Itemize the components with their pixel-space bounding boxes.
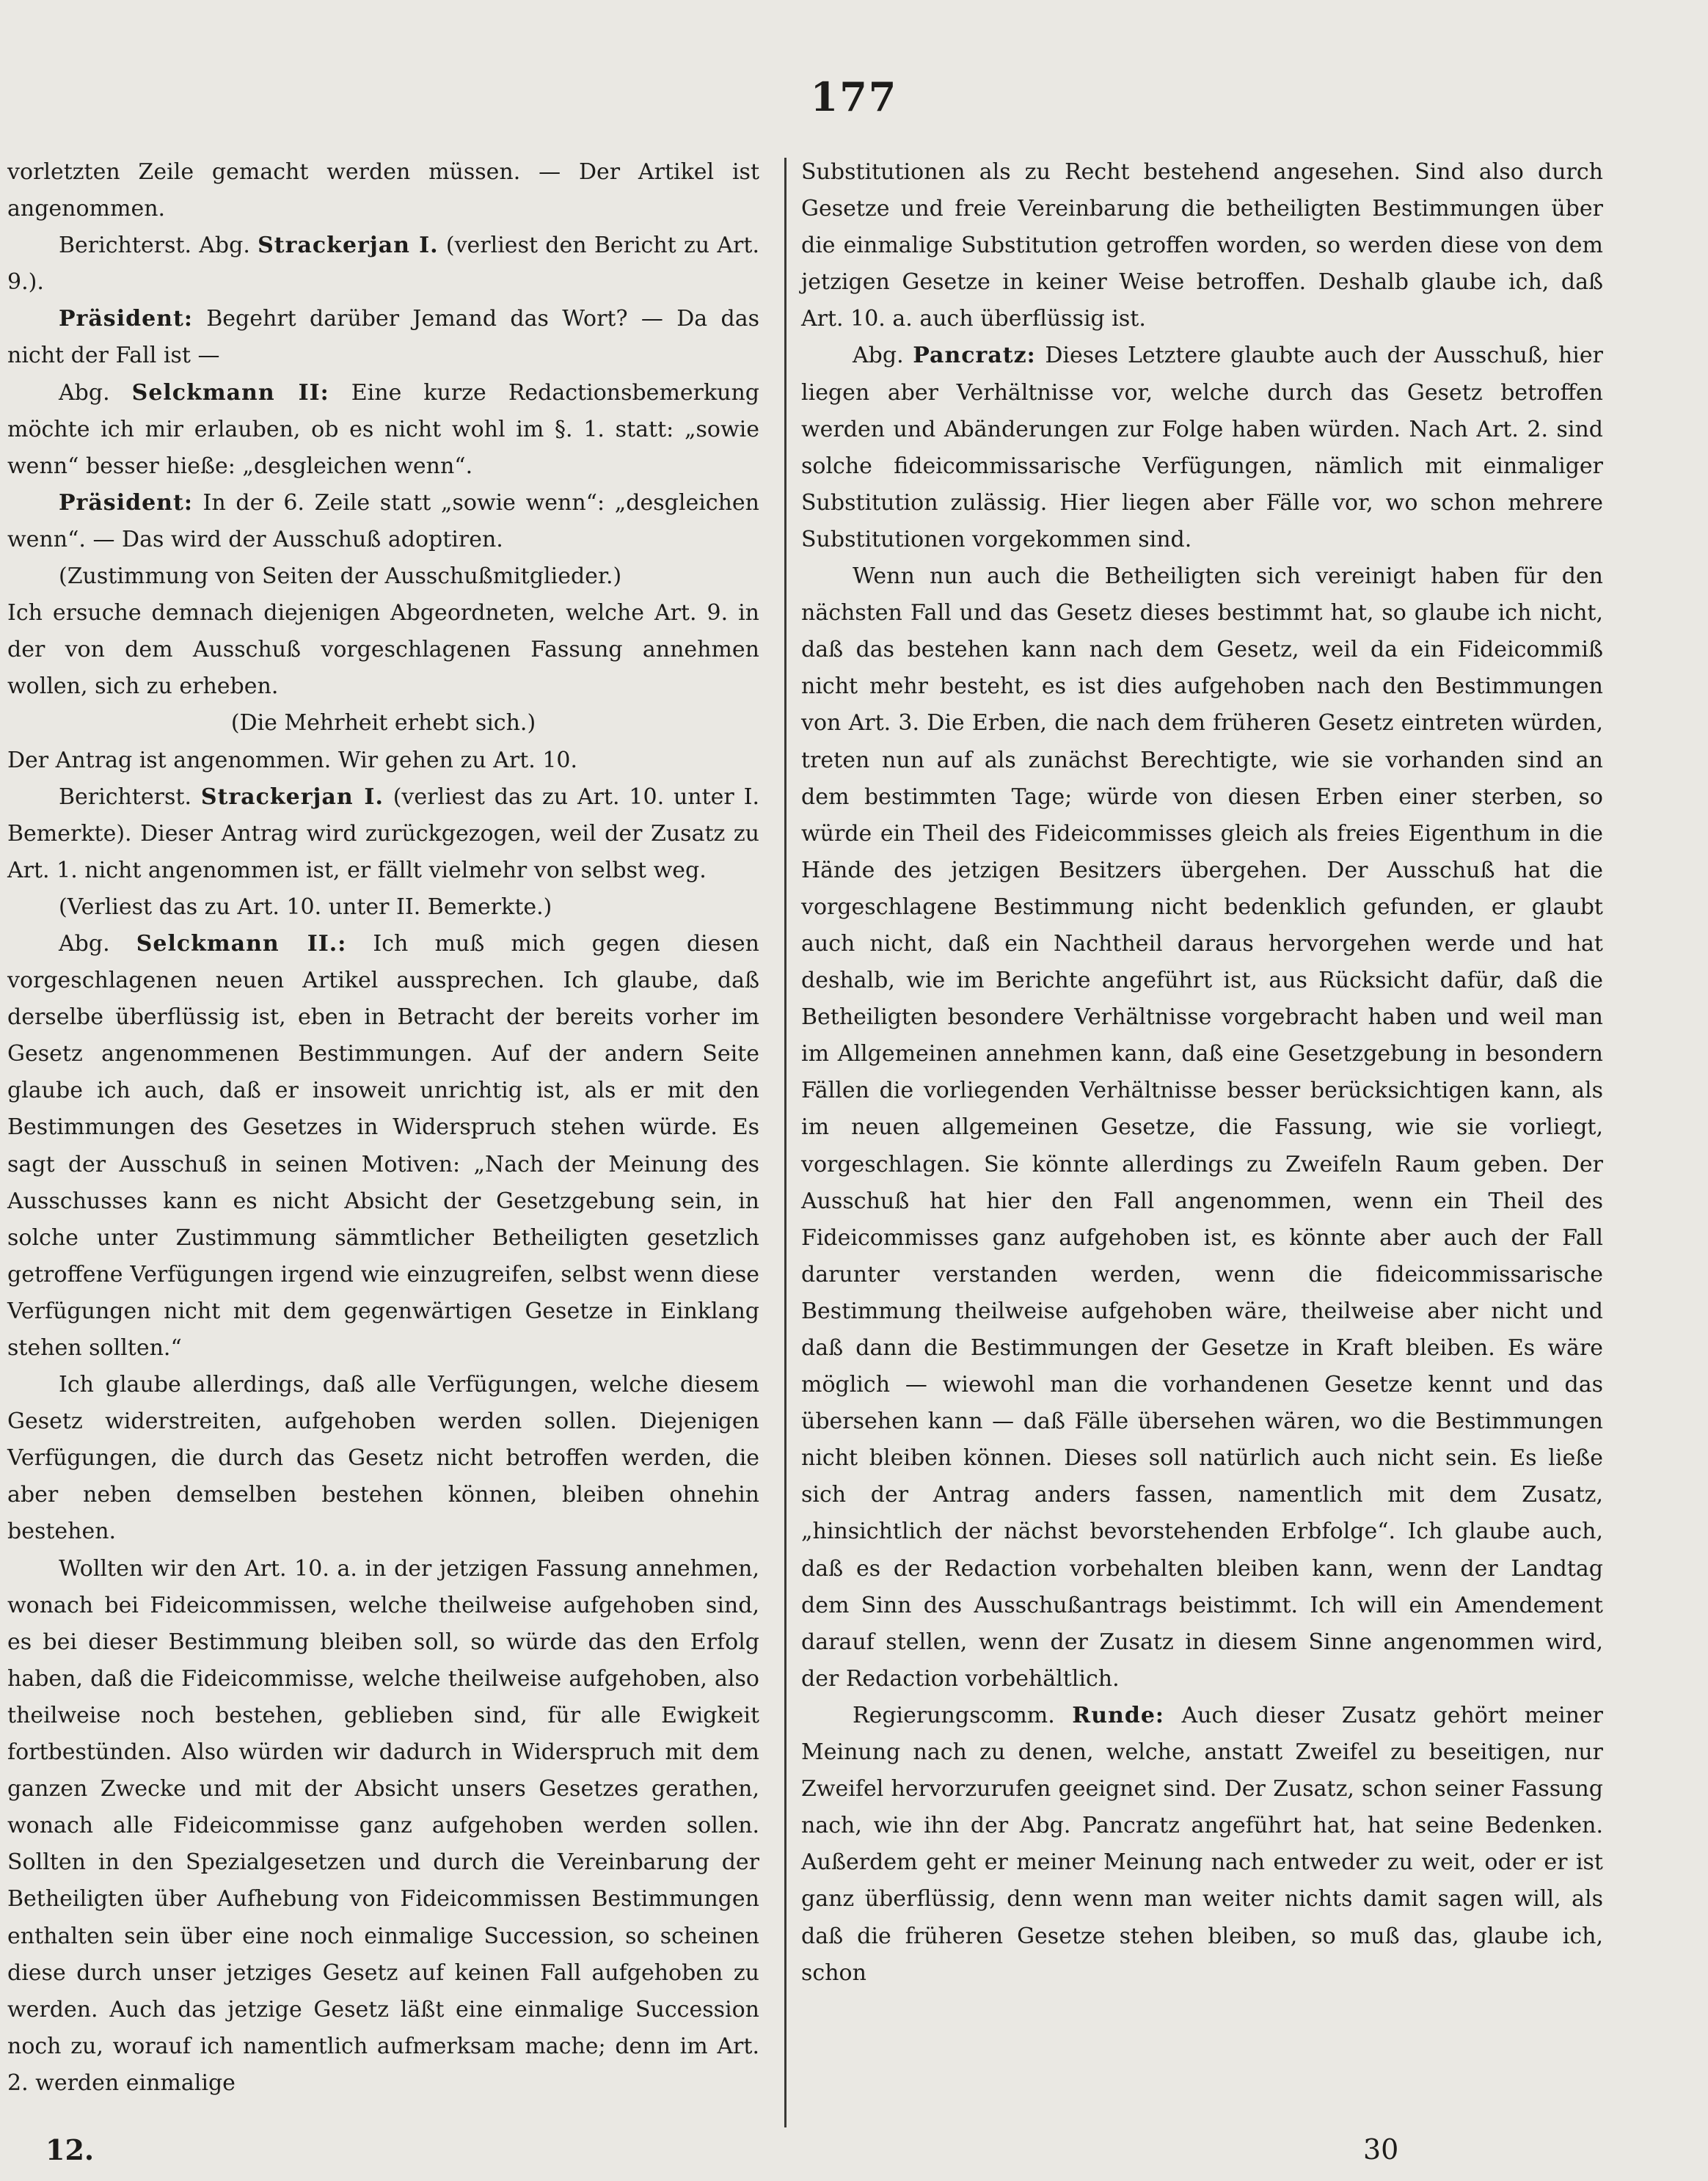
paragraph: Ich ersuche demnach diejenigen Abgeordneten, welche Art. 9. in der von dem Ausschuß vorgeschlagenen Fassung annehmen wollen, sich zu erheben. bbox=[7, 600, 759, 700]
stage-direction: (Die Mehrheit erhebt sich.) bbox=[230, 710, 536, 737]
speech-text: (verliest den Bericht zu Art. 9.). bbox=[7, 233, 759, 296]
paragraph: Wenn nun auch die Betheiligten sich vereinigt haben für den nächsten Fall und das Gesetz dieses bestimmt hat, so glaube ich nicht, daß das bestehen kann nach dem Gesetz, weil da ein Fideicommiß nicht mehr besteht, es ist dies aufgehoben nach den Bestimmungen von Art. 3. Die Erben, die nach dem früheren Gesetz eintreten würden, treten nun auf als zunächst Berechtigte, wie sie vorhanden sind an dem bestimmten Tage; würde von diesen Erben einer sterben, so würde ein Theil des Fideicommisses gleich als freies Eigenthum in die Hände des jetzigen Besitzers übergehen. Der Ausschuß hat die vorgeschlagene Bestimmung nicht bedenklich gefunden, er glaubt auch nicht, daß ein Nachtheil daraus hervorgehen werde und hat deshalb, wie im Berichte angeführt ist, aus Rücksicht dafür, daß die Betheiligten besondere Verhältnisse vorgebracht haben und weil man im Allgemeinen annehmen kann, daß eine Gesetzgebung in besondern Fällen die vorliegenden Verhältnisse besser berücksichtigen kann, als im neuen allgemeinen Gesetze, die Fassung, wie sie vorliegt, vorgeschlagen. Sie könnte allerdings zu Zweifeln Raum geben. Der Ausschuß hat hier den Fall angenommen, wenn ein Theil des Fideicommisses ganz aufgehoben ist, es könnte aber auch der Fall darunter verstanden werden, wenn die fideicommissarische Bestimmung theilweise aufgehoben wäre, theilweise aber nicht und daß dann die Bestimmungen der Gesetze in Kraft bleiben. Es wäre möglich — wiewohl man die vorhandenen Gesetze kennt und das übersehen kann — daß Fälle übersehen wären, wo die Bestimmungen nicht bleiben können. Dieses soll natürlich auch nicht sein. Es ließe sich der Antrag anders fassen, namentlich mit dem Zusatz, „hinsichtlich der nächst bevorstehenden Erbfolge“. Ich glaube auch, daß es der Redaction vorbehalten bleiben kann, wenn der Landtag dem Sinn des Ausschußantrags beistimmt. Ich will ein Amendement darauf stellen, wenn der Zusatz in diesem Sinne angenommen wird, der Redaction vorbehältlich. bbox=[801, 563, 1603, 1692]
left-column bbox=[7, 154, 759, 2102]
speaker-name: Selckmann II: bbox=[131, 379, 329, 406]
speaker-name: Selckmann II.: bbox=[136, 930, 347, 957]
role-text: Berichterst. bbox=[59, 783, 201, 810]
speech-text: Auch dieser Zusatz gehört meiner Meinung nach zu denen, welche, anstatt Zweifel zu beseitigen, nur Zweifel hervorzurufen geeignet sind. Der Zusatz, schon seiner Fassung nach, wie ihn der Abg. Pancratz angeführt hat, hat seine Bedenken. Außerdem geht er meiner Meinung nach entweder zu weit, oder er ist ganz überflüssig, denn wenn man weiter nichts damit sagen will, als daß die früheren Gesetze stehen bleiben, so muß das, glaube ich, schon bbox=[801, 1702, 1603, 1986]
paragraph bbox=[7, 301, 759, 374]
paragraph: Ich glaube allerdings, daß alle Verfügungen, welche diesem Gesetz widerstreiten, aufgehoben werden sollen. Diejenigen Verfügungen, die durch das Gesetz nicht betroffen werden, die aber neben demselben bestehen können, bleiben ohnehin bestehen. bbox=[7, 1372, 759, 1545]
paragraph: Wollten wir den Art. 10. a. in der jetzigen Fassung annehmen, wonach bei Fideicommissen, welche theilweise aufgehoben sind, es bei dieser Bestimmung bleiben soll, so würde das den Erfolg haben, daß die Fideicommisse, welche theilweise aufgehoben, also theilweise noch bestehen, geblieben sind, für alle Ewigkeit fortbestünden. Also würden wir dadurch in Widerspruch mit dem ganzen Zwecke und mit der Absicht unsers Gesetzes gerathen, wonach alle Fideicommisse ganz aufgehoben werden sollen. Sollten in den Spezialgesetzen und durch die Vereinbarung der Betheiligten über Aufhebung von Fideicommissen Bestimmungen enthalten sein über eine noch einmalige Succession, so scheinen diese durch unser jetziges Gesetz auf keinen Fall aufgehoben zu werden. Auch das jetzige Gesetz läßt eine einmalige Succession noch zu, worauf ich namentlich aufmerksam mache; denn im Art. 2. werden einmalige bbox=[7, 1555, 759, 2096]
paragraph bbox=[7, 227, 759, 301]
column-rule bbox=[784, 158, 787, 2127]
speech-text: Ich muß mich gegen diesen vorgeschlagenen neuen Artikel aussprechen. Ich glaube, daß derselbe überflüssig ist, eben in Betracht der bereits vorher im Gesetz angenommenen Bestimmungen. Auf der andern Seite glaube ich auch, daß er insoweit unrichtig ist, als er mit den Bestimmungen des Gesetzes in Widerspruch stehen würde. Es sagt der Ausschuß in seinen Motiven: „Nach der Meinung des Ausschusses kann es nicht Absicht der Gesetzgebung sein, in solche unter Zustimmung sämmtlicher Betheiligten gesetzlich getroffene Verfügungen irgend wie einzugreifen, selbst wenn diese Verfügungen nicht mit dem gegenwärtigen Gesetze in Einklang stehen sollten.“ bbox=[7, 930, 759, 1361]
speech-text: Eine kurze Redactionsbemerkung möchte ich mir erlauben, ob es nicht wohl im §. 1. statt: „sowie wenn“ besser hieße: „desgleichen wenn“. bbox=[7, 379, 760, 479]
speaker-name: Strackerjan I. bbox=[258, 233, 439, 259]
paragraph: Der Antrag ist angenommen. Wir gehen zu Art. 10. bbox=[7, 747, 578, 773]
speech-text: (verliest das zu Art. 10. unter I. Bemerkte). Dieser Antrag wird zurückgezogen, weil der Zusatz zu Art. 1. nicht angenommen ist, er fällt vielmehr von selbst weg. bbox=[7, 783, 759, 883]
paragraph bbox=[7, 375, 759, 485]
paragraph bbox=[801, 1698, 1603, 1992]
right-column bbox=[801, 154, 1603, 1992]
speaker-name: Pancratz: bbox=[913, 343, 1036, 369]
speaker-name: Strackerjan I. bbox=[200, 783, 384, 810]
signature-mark: 12. bbox=[45, 2133, 95, 2166]
sheet-number: 30 bbox=[1363, 2133, 1399, 2166]
role-text: Berichterst. Abg. bbox=[59, 233, 258, 259]
speaker-name: Präsident: bbox=[59, 306, 193, 332]
paragraph bbox=[7, 926, 759, 1367]
role-text: Abg. bbox=[59, 930, 136, 957]
paragraph bbox=[7, 485, 759, 558]
paragraph bbox=[7, 779, 759, 889]
page-number: 177 bbox=[810, 73, 898, 120]
paragraph: Substitutionen als zu Recht bestehend angesehen. Sind also durch Gesetze und freie Vereinbarung die betheiligten Bestimmungen über die einmalige Substitution getroffen worden, so werden diese von dem jetzigen Gesetze in keiner Weise betroffen. Deshalb glaube ich, daß Art. 10. a. auch überflüssig ist. bbox=[801, 159, 1603, 332]
speaker-name: Präsident: bbox=[59, 489, 193, 516]
role-text: Abg. bbox=[853, 343, 913, 369]
speech-text: Begehrt darüber Jemand das Wort? — Da das nicht der Fall ist — bbox=[7, 306, 759, 369]
paragraph bbox=[801, 337, 1603, 558]
role-text: Abg. bbox=[59, 379, 132, 406]
speech-text: In der 6. Zeile statt „sowie wenn“: „desgleichen wenn“. — Das wird der Ausschuß adoptiren. bbox=[7, 489, 759, 552]
speech-text: Dieses Letztere glaubte auch der Ausschuß, hier liegen aber Verhältnisse vor, welche durch das Gesetz betroffen werden und Abänderungen zur Folge haben würden. Nach Art. 2. sind solche fideicommissarische Verfügungen, nämlich mit einmaliger Substitution zulässig. Hier liegen aber Fälle vor, wo schon mehrere Substitutionen vorgekommen sind. bbox=[801, 343, 1603, 552]
speaker-name: Runde: bbox=[1072, 1702, 1164, 1728]
paragraph: vorletzten Zeile gemacht werden müssen. — Der Artikel ist angenommen. bbox=[7, 159, 759, 222]
stage-direction: (Zustimmung von Seiten der Ausschußmitglieder.) bbox=[59, 563, 622, 590]
role-text: Regierungscomm. bbox=[853, 1702, 1073, 1728]
stage-direction: (Verliest das zu Art. 10. unter II. Bemerkte.) bbox=[59, 894, 552, 920]
